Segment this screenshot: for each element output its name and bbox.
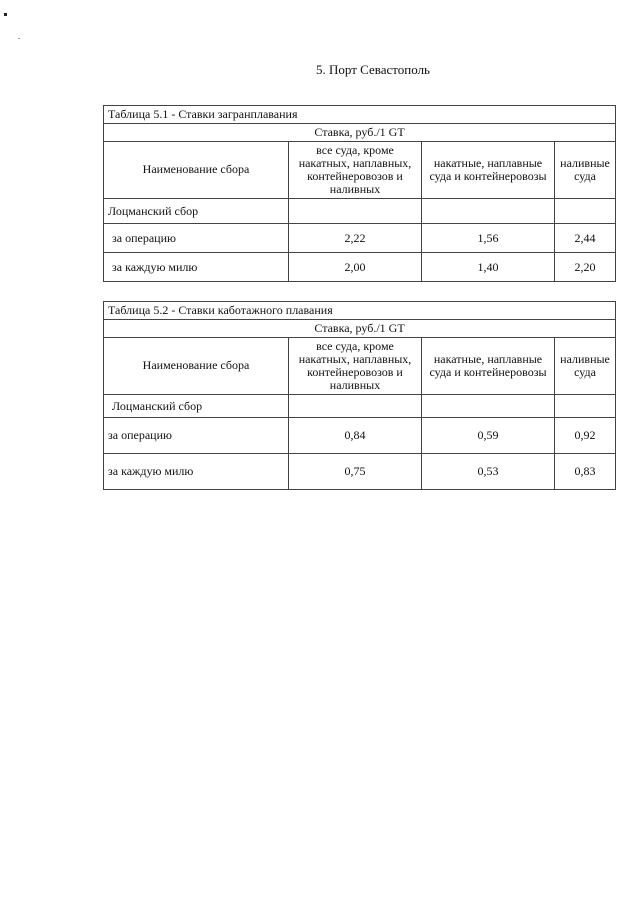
cell-value: 1,40 <box>422 253 555 282</box>
rate-header: Ставка, руб./1 GT <box>104 320 616 338</box>
cell-value: 1,56 <box>422 224 555 253</box>
column-header-all-vessels: все суда, кроме накатных, наплавных, контейнеровозов и наливных <box>289 142 422 199</box>
column-header-tankers: наливные суда <box>555 338 616 395</box>
rates-table-foreign <box>103 105 616 282</box>
empty-cell <box>289 395 422 418</box>
empty-cell <box>422 395 555 418</box>
row-label: за каждую милю <box>104 253 289 282</box>
page-title: 5. Порт Севастополь <box>316 62 430 77</box>
column-header-roro-containers: накатные, наплавные суда и контейнеровозы <box>422 338 555 395</box>
cell-value: 0,92 <box>555 418 616 454</box>
cell-value: 0,59 <box>422 418 555 454</box>
cell-value: 2,00 <box>289 253 422 282</box>
table-caption: Таблица 5.1 - Ставки загранплавания <box>104 106 616 124</box>
row-label: за операцию <box>104 224 289 253</box>
group-label: Лоцманский сбор <box>104 199 289 224</box>
row-label: за каждую милю <box>104 454 289 490</box>
scan-speck <box>18 38 20 39</box>
column-header-roro-containers: накатные, наплавные суда и контейнеровозы <box>422 142 555 199</box>
group-label: Лоцманский сбор <box>104 395 289 418</box>
empty-cell <box>555 199 616 224</box>
empty-cell <box>555 395 616 418</box>
cell-value: 0,84 <box>289 418 422 454</box>
cell-value: 0,75 <box>289 454 422 490</box>
empty-cell <box>289 199 422 224</box>
cell-value: 0,83 <box>555 454 616 490</box>
cell-value: 0,53 <box>422 454 555 490</box>
scan-speck <box>4 13 7 16</box>
table-row <box>104 454 616 490</box>
table-row <box>104 418 616 454</box>
table-caption: Таблица 5.2 - Ставки каботажного плавания <box>104 302 616 320</box>
cell-value: 2,22 <box>289 224 422 253</box>
column-header-all-vessels: все суда, кроме накатных, наплавных, контейнеровозов и наливных <box>289 338 422 395</box>
empty-cell <box>422 199 555 224</box>
rates-table-cabotage <box>103 301 616 490</box>
column-header-fee-name: Наименование сбора <box>104 338 289 395</box>
column-header-tankers: наливные суда <box>555 142 616 199</box>
column-header-fee-name: Наименование сбора <box>104 142 289 199</box>
row-label: за операцию <box>104 418 289 454</box>
cell-value: 2,44 <box>555 224 616 253</box>
cell-value: 2,20 <box>555 253 616 282</box>
rate-header: Ставка, руб./1 GT <box>104 124 616 142</box>
table-row <box>104 224 616 253</box>
table-row <box>104 253 616 282</box>
